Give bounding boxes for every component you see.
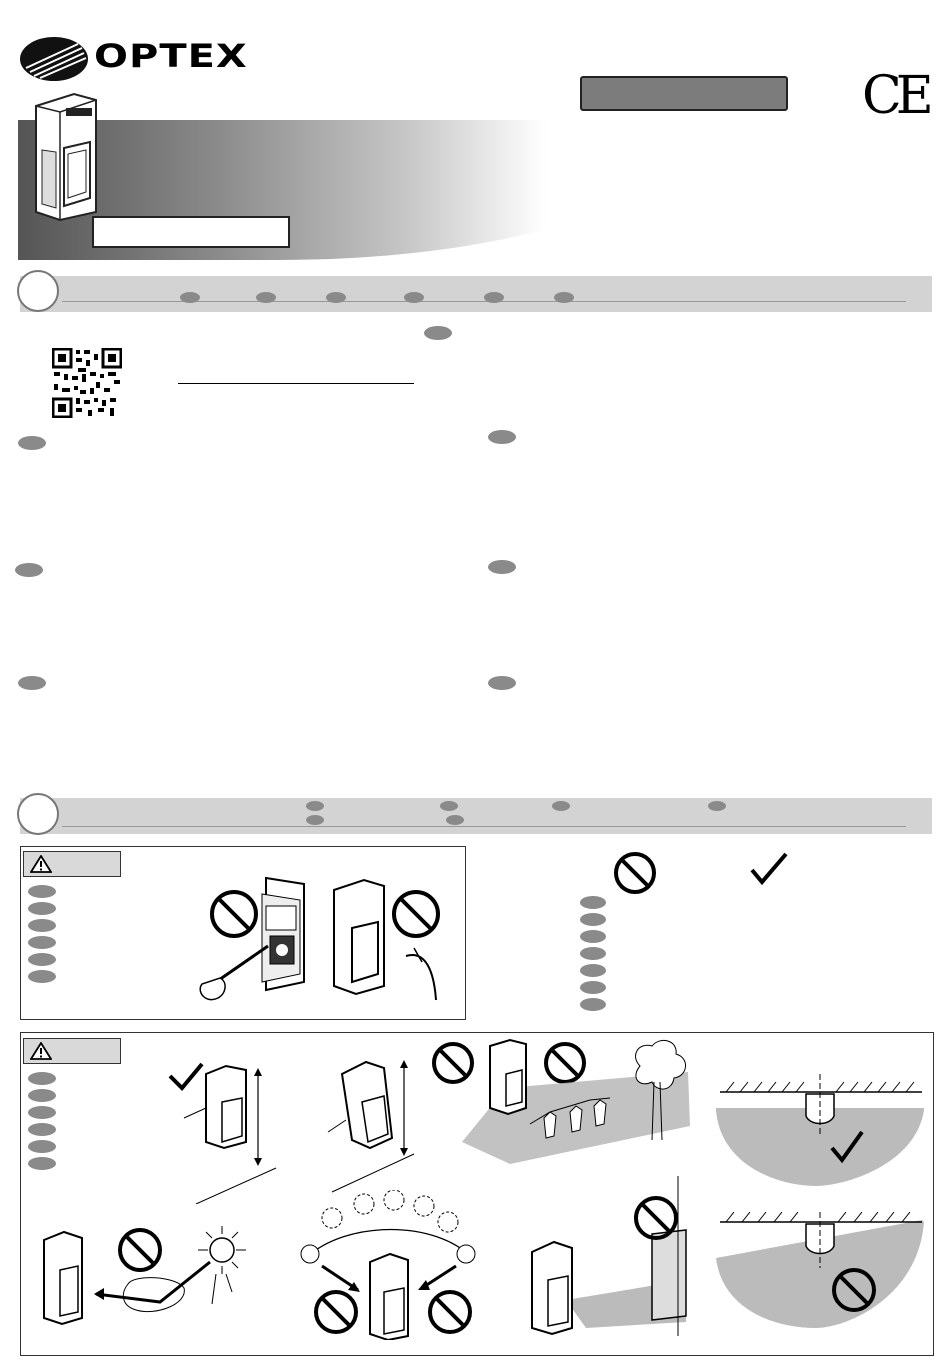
prohibited-icon — [832, 1268, 876, 1312]
condition-item-badge — [580, 998, 606, 1011]
language-badge — [552, 801, 570, 811]
prohibited-icon — [118, 1228, 162, 1272]
optex-logo — [18, 34, 258, 84]
warning-item-badge — [28, 953, 56, 966]
condition-item-badge — [580, 947, 606, 960]
condition-item-badge — [580, 981, 606, 994]
check-mark-icon — [750, 852, 788, 886]
language-badge — [326, 292, 346, 303]
language-badge — [440, 801, 458, 811]
warning-triangle-icon — [30, 855, 52, 873]
correct-mounting-figure — [166, 1058, 286, 1204]
condition-item-badge — [580, 930, 606, 943]
language-badge — [256, 292, 276, 303]
condition-item-badge — [580, 964, 606, 977]
warning-item-badge — [28, 885, 56, 898]
language-badge — [446, 815, 464, 825]
product-label-box — [92, 216, 290, 248]
language-badge — [15, 563, 43, 577]
warning-tag — [23, 851, 121, 877]
prohibited-icon — [392, 890, 440, 938]
warning-item-badge — [28, 1140, 56, 1153]
prohibited-icon — [634, 1196, 678, 1240]
prohibited-icon — [614, 852, 656, 894]
warning-item-badge — [28, 1157, 56, 1170]
warning-item-badge — [28, 919, 56, 932]
sensor-device-icon — [30, 90, 100, 222]
ceiling-correct-figure — [716, 1074, 924, 1188]
language-badge — [18, 436, 46, 450]
section-2-bar — [20, 798, 932, 834]
language-badge — [18, 676, 46, 690]
warning-item-badge — [28, 1089, 56, 1102]
obstruction-figure — [460, 1036, 696, 1166]
language-badge — [488, 430, 516, 444]
section-2-rule — [62, 826, 906, 827]
warning-item-badge — [28, 1123, 56, 1136]
prohibited-icon — [314, 1290, 358, 1334]
language-badge — [306, 801, 324, 811]
warning-triangle-icon — [30, 1042, 52, 1060]
language-badge — [488, 676, 516, 690]
warning-item-badge — [28, 1106, 56, 1119]
warning-item-badge — [28, 970, 56, 983]
ce-mark: CE — [862, 66, 928, 126]
warning-item-badge — [28, 902, 56, 915]
language-badge — [484, 292, 504, 303]
opened-sensor-with-screwdriver-icon — [196, 874, 314, 1004]
optex-logo-icon — [18, 34, 90, 84]
model-box — [580, 76, 788, 111]
language-badge — [488, 560, 516, 574]
language-badge — [306, 815, 324, 825]
condition-item-badge — [580, 896, 606, 909]
section-1-circle — [17, 270, 59, 312]
language-badge — [180, 292, 200, 303]
language-badge — [708, 801, 726, 811]
language-badge — [424, 326, 452, 340]
warning-item-badge — [28, 936, 56, 949]
ceiling-prohibited-figure — [716, 1212, 924, 1332]
warning-tag — [23, 1038, 121, 1064]
tilted-mounting-figure — [326, 1052, 420, 1198]
warning-item-badge — [28, 1072, 56, 1085]
section-2-circle — [17, 793, 59, 835]
brand-name: OPTEX — [94, 38, 248, 75]
language-badge — [554, 292, 574, 303]
prohibited-icon — [428, 1290, 472, 1334]
url-underline — [178, 383, 414, 384]
section-1-bar — [20, 276, 932, 312]
language-badge — [404, 292, 424, 303]
qr-code-icon — [52, 348, 122, 418]
condition-item-badge — [580, 913, 606, 926]
